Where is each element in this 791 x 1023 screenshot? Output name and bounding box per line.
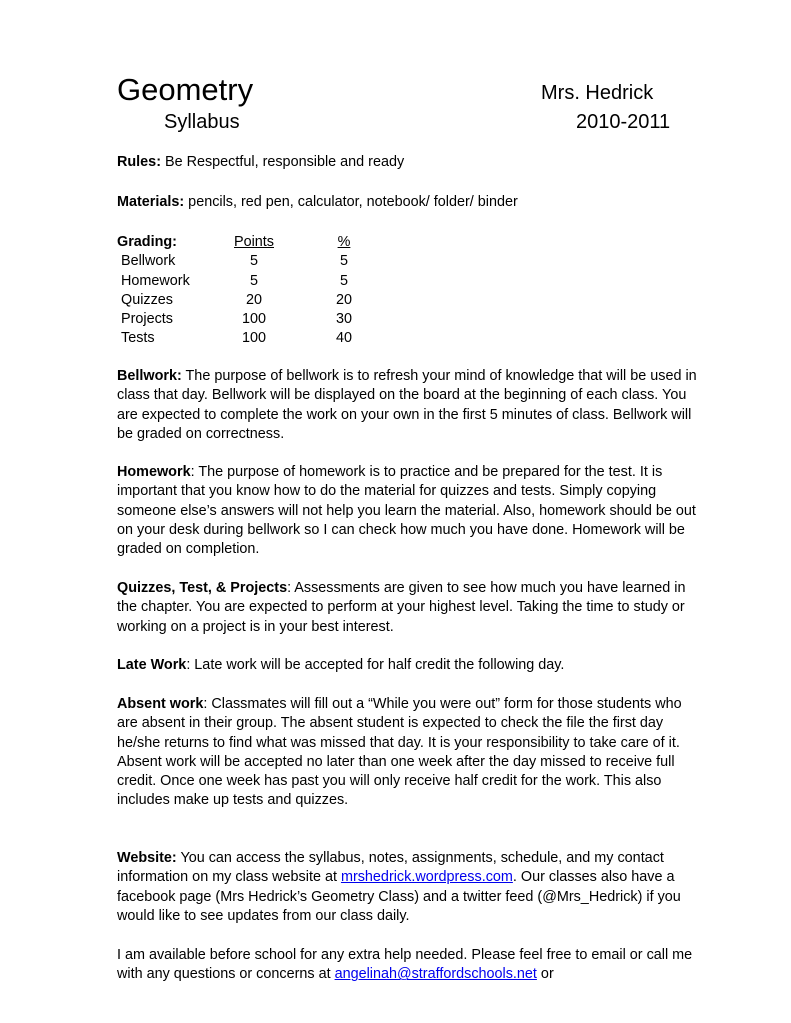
- website-section: [117, 849, 697, 926]
- website-text-before: You can access the syllabus, notes, assignments, schedule, and my contact information on my class website at: [117, 850, 664, 886]
- late-work-label: Late Work: [117, 657, 187, 673]
- grading-row: [117, 272, 417, 291]
- bellwork-section: [117, 367, 697, 444]
- grading-percent: 5: [339, 253, 348, 270]
- grading-category: Bellwork: [121, 253, 176, 270]
- late-work-section: [117, 656, 697, 675]
- homework-section: [117, 463, 697, 559]
- grading-points: 100: [241, 311, 266, 328]
- page-title: Geometry: [117, 72, 254, 107]
- availability-section: [117, 946, 697, 985]
- homework-label: Homework: [117, 464, 191, 480]
- absent-work-text: : Classmates will fill out a “While you were out” form for those students who are absent in their group. The absent student is expected to check the file the first day he/she returns to find what was missed that day. It is your responsibility to take care of it. Absent work will be accepted no later than one week after the day missed to receive full credit. Once one week has past you will only receive half credit for the work. This also includes make up tests and quizzes.: [117, 696, 682, 809]
- grading-row: [117, 329, 417, 348]
- assessments-section: [117, 579, 697, 637]
- availability-text-after: or: [536, 966, 554, 983]
- grading-row: [117, 291, 417, 310]
- grading-category: Homework: [121, 272, 190, 289]
- grading-header-row: [117, 233, 417, 252]
- rules-label: Rules:: [117, 154, 161, 170]
- school-year: 2010-2011: [576, 111, 671, 133]
- grading-points: 5: [249, 253, 258, 270]
- bellwork-label: Bellwork:: [117, 368, 182, 384]
- grading-category: Quizzes: [121, 291, 173, 308]
- grading-row: [117, 252, 417, 271]
- assessments-text: : Assessments are given to see how much you have learned in the chapter. You are expected to perform at your highest level. Taking the time to study or working on a project is in your best interest.: [117, 580, 686, 635]
- rules-text: Be Respectful, responsible and ready: [160, 154, 405, 170]
- grading-percent: 5: [339, 272, 348, 289]
- email-link[interactable]: angelinah@straffordschools.net: [334, 966, 537, 983]
- availability-text-before: I am available before school for any extra help needed. Please feel free to email or call me with any questions or concerns at: [117, 947, 693, 983]
- website-text-after: . Our classes also have a facebook page (Mrs Hedrick’s Geometry Class) and a twitter feed (@Mrs_Hedrick) if you would like to see updates from our class daily.: [117, 869, 681, 924]
- grading-percent: 30: [335, 311, 352, 328]
- grading-percent: 40: [335, 330, 352, 347]
- absent-work-section: [117, 695, 697, 811]
- materials-label: Materials:: [117, 194, 185, 210]
- assessments-label: Quizzes, Test, & Projects: [117, 580, 288, 596]
- absent-work-label: Absent work: [117, 696, 204, 712]
- grading-percent: 20: [335, 291, 352, 308]
- rules-section: [117, 153, 697, 172]
- website-label: Website:: [117, 850, 177, 866]
- page-subtitle: Syllabus: [164, 111, 240, 133]
- grading-category: Tests: [121, 330, 155, 347]
- grading-row: [117, 310, 417, 329]
- materials-section: [117, 193, 697, 212]
- grading-points: 100: [241, 330, 266, 347]
- points-header: Points: [234, 234, 274, 250]
- grading-label: Grading:: [117, 234, 177, 250]
- grading-category: Projects: [121, 311, 173, 328]
- grading-table: [117, 233, 417, 349]
- grading-points: 20: [245, 291, 262, 308]
- late-work-text: : Late work will be accepted for half credit the following day.: [186, 657, 565, 673]
- teacher-name: Mrs. Hedrick: [541, 82, 654, 104]
- materials-text: pencils, red pen, calculator, notebook/ folder/ binder: [184, 194, 518, 210]
- website-link[interactable]: mrshedrick.wordpress.com: [340, 869, 513, 886]
- bellwork-text: The purpose of bellwork is to refresh your mind of knowledge that will be used in class that day. Bellwork will be displayed on the board at the beginning of each class. You are expected to complete the work on your own in the first 5 minutes of class. Bellwork will be graded on correctness.: [117, 368, 697, 442]
- homework-text: : The purpose of homework is to practice and be prepared for the test. It is important that you know how to do the material for quizzes and tests. Simply copying someone else’s answers will not help you learn the material. Also, homework should be out on your desk during bellwork so I can check how much you have done. Homework will be graded on completion.: [117, 464, 696, 558]
- percent-header: %: [337, 234, 351, 250]
- grading-points: 5: [249, 272, 258, 289]
